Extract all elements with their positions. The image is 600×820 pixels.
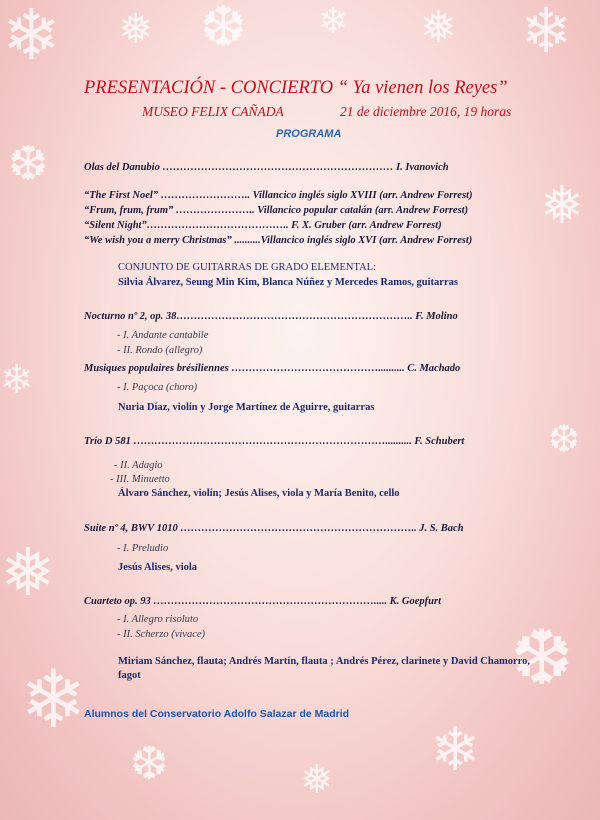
movement: - I. Andante cantabile [117,330,209,341]
performers: Miriam Sánchez, flauta; Andrés Martín, flauta ; Andrés Pérez, clarinete y David Chamorro, fagot [118,656,530,681]
program-heading: PROGRAMA [276,128,342,140]
movement: - II. Scherzo (vivace) [117,629,206,640]
program-item: “We wish you a merry Christmas” ..........Villancico inglés siglo XVI (arr. Andrew Forrest) [84,235,473,246]
snowflake-icon: ❆ [200,0,247,60]
snowflake-icon: ❅ [540,176,584,236]
performers: Jesús Alises, viola [118,562,198,573]
program-item: Suite nº 4, BWV 1010 ………………………………………………………….. J. S. Bach [84,523,464,534]
movement: - I. Paçoca (choro) [117,382,198,393]
program-item: Nocturno nº 2, op. 38………………………………………………………….. F. Molino [84,311,458,322]
movement: - II. Rondo (allegro) [117,345,203,356]
ensemble-members: Silvia Álvarez, Seung Min Kim, Blanca Núñez y Mercedes Ramos, guitarras [118,277,458,288]
snowflake-icon: ❄ [0,357,34,403]
snowflake-icon: ❄ [318,1,349,42]
page-title: PRESENTACIÓN - CONCIERTO “ Ya vienen los Reyes” [84,78,508,98]
footer-credit: Alumnos del Conservatorio Adolfo Salazar de Madrid [84,708,350,720]
snowflake-icon: ❄ [520,0,572,67]
snowflake-icon: ❅ [300,757,334,803]
movement: - I. Preludio [117,543,169,554]
snowflake-icon: ❆ [548,417,580,461]
snowflake-icon: ❄ [2,0,61,76]
venue: MUSEO FELIX CAÑADA [142,104,284,119]
snowflake-icon: ❆ [510,613,574,702]
movement: - III. Minuetto [110,474,170,485]
program-item: Cuarteto op. 93 ………………………………………………………..... K. Goepfurt [84,596,442,607]
snowflake-icon: ❆ [130,736,169,790]
movement: - II. Adagio [114,460,163,471]
event-date: 21 de diciembre 2016, 19 horas [340,104,512,119]
program-item: “Silent Night”………………………………….. F. X. Gruber (arr. Andrew Forrest) [84,220,442,231]
snowflake-icon: ❄ [430,715,481,785]
program-item: “The First Noel” …………………….. Villancico inglés siglo XVIII (arr. Andrew Forrest) [84,190,473,201]
snowflake-icon: ❆ [8,136,49,192]
snowflake-icon: ❅ [420,2,457,53]
performers: Álvaro Sánchez, violín; Jesús Alises, viola y María Benito, cello [118,488,400,499]
program-item: Musiques populaires brésiliennes …………………………………….......... C. Machado [84,363,461,374]
snowflake-icon: ❄ [20,653,88,746]
program-item: “Frum, frum, frum” ………………….. Villancico popular catalán (arr. Andrew Forrest) [84,205,469,216]
performers: Nuria Díaz, violín y Jorge Martínez de Aguirre, guitarras [118,402,375,413]
snowflake-icon: ❅ [118,4,154,53]
ensemble-title: CONJUNTO DE GUITARRAS DE GRADO ELEMENTAL: [118,262,376,273]
movement: - I. Allegro risoluto [117,614,199,625]
program-item: Trío D 581 ……………………………………………………………….......... F. Schubert [84,436,465,447]
program-item: Olas del Danubio ………………………………………………………… I. Ivanovich [84,162,449,173]
snowflake-icon: ❅ [0,534,56,611]
